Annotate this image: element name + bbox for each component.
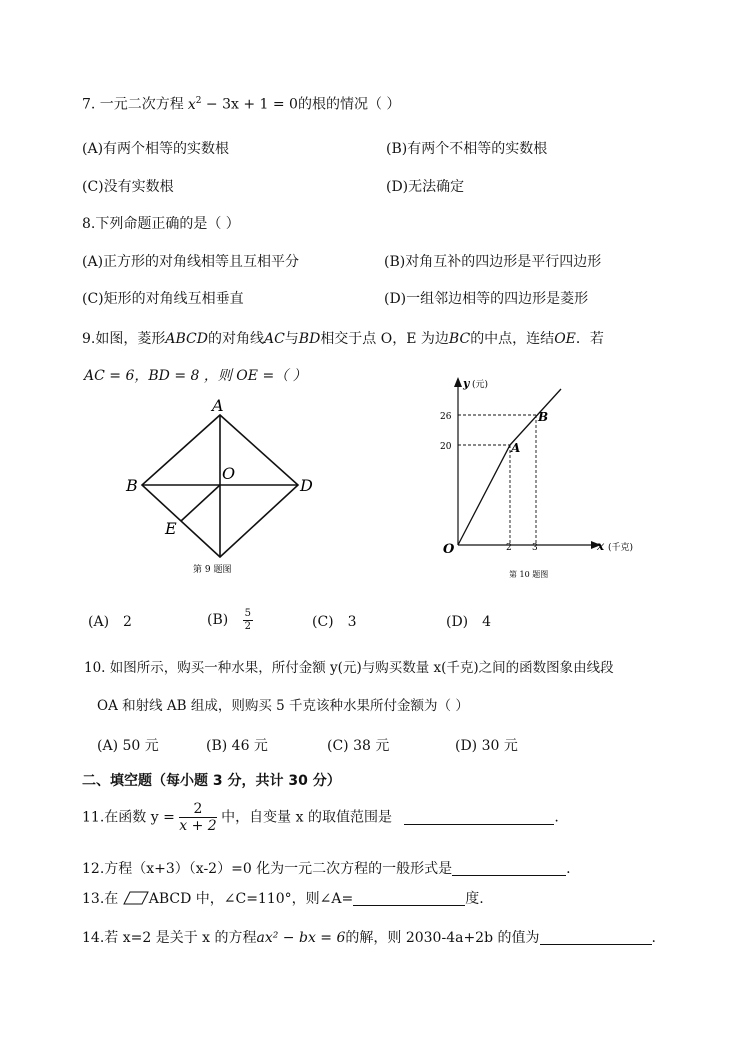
q12-end: . [566, 861, 571, 877]
q7-eq-exp: 2 [195, 96, 202, 106]
y-axis-arrow-icon [454, 377, 462, 387]
figure-9-rhombus [120, 395, 320, 580]
q9-text-d: 相交于点 O，E 为边 [320, 331, 449, 347]
q13-end: 度. [465, 891, 484, 907]
q11 [82, 801, 559, 834]
q11-answer-blank[interactable] [404, 810, 554, 825]
q11-denominator: x + 2 [179, 818, 217, 835]
q8-option-b: (B)对角互补的四边形是平行四边形 [384, 254, 602, 270]
q7-eq-x: x [187, 96, 196, 113]
q11-end: . [554, 809, 559, 826]
segment-oe [181, 485, 220, 521]
y-tick-26: 26 [440, 412, 452, 422]
q14-end: . [651, 930, 656, 946]
q8-option-a: (A)正方形的对角线相等且互相平分 [82, 254, 300, 270]
q7-option-d: (D)无法确定 [386, 179, 465, 195]
q14-tail: 的解，则 2030-4a+2b 的值为 [345, 930, 540, 946]
q7-stem [82, 97, 400, 112]
figure-10-caption: 第 10 题图 [509, 570, 549, 579]
q9-bd: BD [298, 331, 321, 347]
q9-option-b-fraction [243, 608, 253, 632]
label-e: E [165, 519, 177, 538]
section-2-heading: 二、填空题（每小题 3 分，共计 30 分） [82, 773, 341, 789]
q10-stem-line1: 10. 如图所示，购买一种水果，所付金额 y(元)与购买数量 x(千克)之间的函数图象由线段 [84, 660, 614, 676]
q9-stem-line1 [82, 332, 604, 346]
q9-option-c-value: 3 [347, 614, 357, 630]
y-axis-unit: (元) [472, 380, 489, 390]
q9-option-b-denominator: 2 [244, 620, 252, 632]
q14-answer-blank[interactable] [540, 930, 652, 945]
point-b-label: B [538, 410, 549, 424]
y-tick-20: 20 [440, 442, 452, 452]
segment-oa [458, 445, 510, 545]
ray-ab [510, 389, 561, 445]
q7-eq-rest: − 3x + 1 = 0 [201, 96, 298, 113]
q9-option-c-label: (C) [312, 614, 334, 630]
origin-label: O [443, 542, 455, 557]
q9-ac: AC [263, 331, 285, 347]
q9-option-a [88, 615, 132, 629]
y-axis-label: y [463, 377, 470, 390]
q9-text-f: ．若 [575, 331, 604, 347]
label-o: O [222, 464, 236, 483]
point-a-label: A [511, 441, 521, 455]
q8-option-c: (C)矩形的对角线互相垂直 [82, 291, 244, 307]
q7-option-c: (C)没有实数根 [82, 179, 174, 195]
q8-option-d: (D)一组邻边相等的四边形是菱形 [384, 291, 589, 307]
q12 [82, 861, 571, 876]
q9-option-b [207, 608, 253, 632]
q9-text-b: 的对角线 [207, 331, 264, 347]
label-b: B [126, 476, 138, 495]
q9-option-c [312, 615, 357, 629]
q13-answer-blank[interactable] [353, 891, 465, 906]
q9-option-b-label: (B) [207, 612, 229, 628]
q9-text-a: 9.如图，菱形 [82, 331, 166, 347]
q9-option-d-label: (D) [446, 614, 469, 630]
q14 [82, 930, 656, 945]
x-axis-unit: (千克) [608, 543, 634, 553]
q9-abcd: ABCD [165, 331, 208, 347]
q9-option-a-label: (A) [88, 614, 110, 630]
q10-option-d: (D) 30 元 [455, 738, 518, 754]
figure-10-graph [435, 375, 650, 585]
q11-numerator: 2 [179, 801, 216, 818]
x-axis-label: x [597, 539, 605, 553]
q9-option-d [446, 615, 491, 629]
q9-oe: OE [554, 331, 576, 347]
x-tick-3: 3 [532, 543, 538, 553]
q9-option-b-numerator: 5 [244, 608, 252, 619]
q9-option-a-value: 2 [123, 614, 132, 630]
q8-stem: 8.下列命题正确的是（ ） [82, 216, 240, 232]
q9-text-c: 与 [284, 331, 299, 347]
q10-option-b: (B) 46 元 [206, 738, 268, 754]
q9-bc: BC [448, 331, 471, 347]
label-d: D [300, 476, 313, 495]
q9-option-d-value: 4 [482, 614, 492, 630]
q11-lead: 11.在函数 y = [82, 809, 175, 826]
q7-option-b: (B)有两个不相等的实数根 [386, 141, 548, 157]
figure-9-caption: 第 9 题图 [193, 565, 232, 575]
q11-tail: 中，自变量 x 的取值范围是 [221, 809, 392, 826]
q7-tail: 的根的情况（ ） [297, 96, 401, 113]
q12-text: 12.方程（x+3）（x-2）=0 化为一元二次方程的一般形式是 [82, 861, 453, 877]
q10-option-c: (C) 38 元 [327, 738, 390, 754]
q12-answer-blank[interactable] [452, 861, 566, 876]
q14-lead: 14.若 x=2 是关于 x 的方程 [82, 930, 257, 946]
q14-equation: ax² − bx = 6 [256, 930, 346, 946]
q10-option-a: (A) 50 元 [97, 738, 159, 754]
parallelogram-icon [123, 891, 149, 905]
q11-fraction [179, 801, 216, 834]
q9-text-e: 的中点，连结 [470, 331, 555, 347]
q7-lead: 7. 一元二次方程 [82, 96, 184, 113]
q13-text: ABCD 中，∠C=110°，则∠A= [148, 891, 354, 907]
q13-lead: 13.在 [82, 891, 119, 907]
x-tick-2: 2 [506, 543, 512, 553]
label-a: A [212, 396, 224, 415]
q10-stem-line2: OA 和射线 AB 组成，则购买 5 千克该种水果所付金额为（ ） [97, 698, 469, 714]
q13 [82, 891, 484, 906]
q7-option-a: (A)有两个相等的实数根 [82, 141, 230, 157]
q9-stem-line2: AC = 6，BD = 8 ，则 OE =（ ） [84, 368, 307, 384]
